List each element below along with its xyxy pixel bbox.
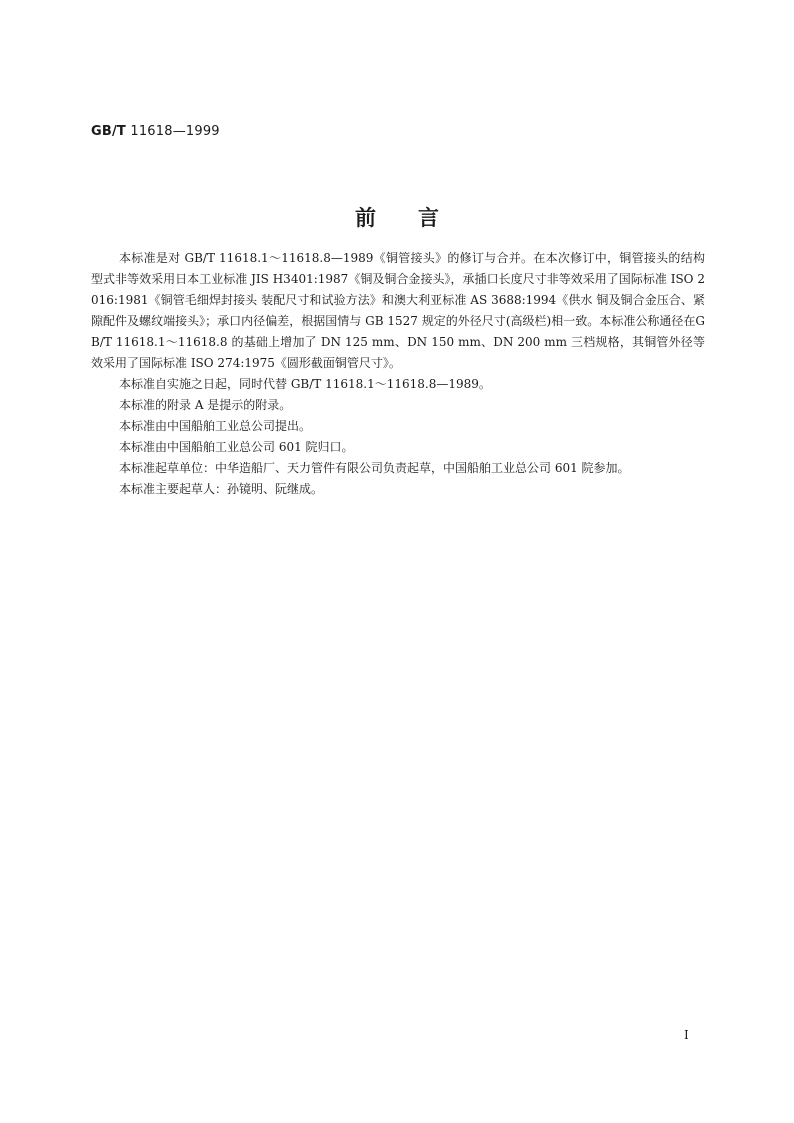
document-header (91, 124, 220, 139)
standard-code: GB/T (91, 124, 126, 139)
page-number: I (684, 1028, 689, 1042)
paragraph-proposed-by: 本标准由中国船舶工业总公司提出。 (119, 419, 312, 433)
paragraph-administered-by: 本标准由中国船舶工业总公司 601 院归口。 (119, 440, 354, 454)
paragraph-appendix: 本标准的附录 A 是提示的附录。 (119, 398, 292, 412)
foreword-body (91, 248, 705, 500)
paragraph-revision-summary: 本标准是对 GB/T 11618.1～11618.8—1989《铜管接头》的修订与合并。在本次修订中，铜管接头的结构型式非等效采用日本工业标准 JIS H3401:1987《铜及铜合金接头》，承插口长度尺寸非等效采用了国际标准 ISO 2016:1981《铜管毛细焊封接头 装配尺寸和试验方法》和澳大利亚标准 AS 3688:1994《供水 铜及铜合金压合、紧隙配件及螺纹端接头》；承口内径偏差，根据国情与 GB 1527 规定的外径尺寸(高级栏)相一致。本标准公称通径在GB/T 11618.1～11618.8 的基础上增加了 DN 125 mm、DN 150 mm、DN 200 mm 三档规格，其铜管外径等效采用了国际标准 ISO 274:1975《圆形截面铜管尺寸》。 (91, 251, 705, 370)
page-title: 前言 (355, 206, 481, 230)
standard-number: 11618—1999 (130, 124, 220, 139)
paragraph-replacement: 本标准自实施之日起，同时代替 GB/T 11618.1～11618.8—1989。 (119, 377, 491, 391)
paragraph-drafters: 本标准主要起草人：孙镜明、阮继成。 (119, 482, 324, 496)
paragraph-drafting-units: 本标准起草单位：中华造船厂、天力管件有限公司负责起草，中国船舶工业总公司 601 院参加。 (119, 461, 630, 475)
